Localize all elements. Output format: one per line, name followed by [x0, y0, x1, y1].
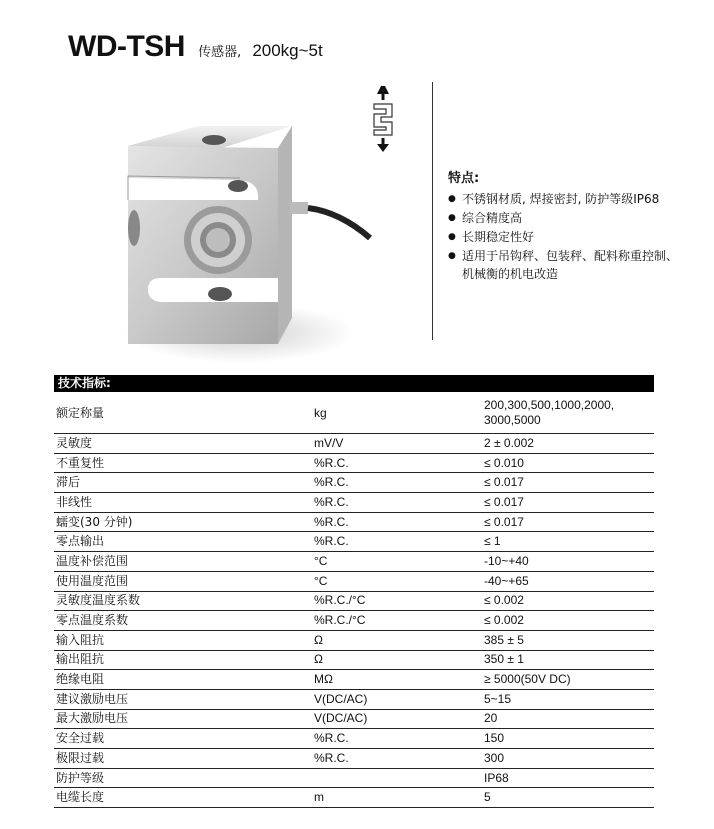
spec-unit: %R.C. — [312, 532, 482, 552]
spec-value: 350 ± 1 — [482, 650, 654, 670]
spec-unit: %R.C. — [312, 749, 482, 769]
spec-value: 20 — [482, 709, 654, 729]
spec-unit: %R.C. — [312, 729, 482, 749]
table-row — [54, 571, 654, 591]
spec-unit: °C — [312, 571, 482, 591]
spec-name: 绝缘电阻 — [54, 670, 312, 690]
spec-value: -40~+65 — [482, 571, 654, 591]
spec-unit: %R.C. — [312, 473, 482, 493]
model-name: WD-TSH — [68, 30, 185, 63]
spec-value: 200,300,500,1000,2000, 3000,5000 — [482, 393, 654, 434]
table-row — [54, 493, 654, 513]
spec-unit — [312, 768, 482, 788]
spec-name: 灵敏度温度系数 — [54, 591, 312, 611]
spec-value: ≤ 0.002 — [482, 591, 654, 611]
features-title: 特点: — [448, 171, 480, 186]
spec-unit: %R.C. — [312, 453, 482, 473]
specs-table — [54, 393, 654, 808]
feature-item: ● 长期稳定性好 — [448, 228, 678, 246]
spec-unit: °C — [312, 552, 482, 572]
table-row — [54, 670, 654, 690]
spec-name: 建议激励电压 — [54, 689, 312, 709]
spec-value: 150 — [482, 729, 654, 749]
spec-name: 使用温度范围 — [54, 571, 312, 591]
spec-value: -10~+40 — [482, 552, 654, 572]
features-list — [448, 190, 678, 283]
s-type-load-cell-photo — [120, 118, 380, 368]
spec-value: 385 ± 5 — [482, 630, 654, 650]
table-row — [54, 473, 654, 493]
features-section — [448, 170, 678, 284]
table-row — [54, 768, 654, 788]
table-row — [54, 552, 654, 572]
vertical-divider — [432, 82, 433, 340]
table-row — [54, 689, 654, 709]
spec-name: 防护等级 — [54, 768, 312, 788]
spec-name: 输出阻抗 — [54, 650, 312, 670]
table-row — [54, 434, 654, 454]
feature-item: ● 综合精度高 — [448, 209, 678, 227]
spec-unit: %R.C./°C — [312, 591, 482, 611]
spec-name: 温度补偿范围 — [54, 552, 312, 572]
spec-unit: Ω — [312, 630, 482, 650]
table-row — [54, 729, 654, 749]
spec-unit: %R.C. — [312, 512, 482, 532]
table-row — [54, 611, 654, 631]
spec-value: ≤ 0.017 — [482, 473, 654, 493]
spec-name: 额定称量 — [54, 393, 312, 434]
specs-title-bar: 技术指标: — [54, 375, 654, 392]
table-row — [54, 709, 654, 729]
spec-name: 零点输出 — [54, 532, 312, 552]
spec-unit: %R.C./°C — [312, 611, 482, 631]
spec-unit: mV/V — [312, 434, 482, 454]
spec-value: ≤ 0.002 — [482, 611, 654, 631]
table-row — [54, 512, 654, 532]
table-row — [54, 453, 654, 473]
spec-value: ≥ 5000(50V DC) — [482, 670, 654, 690]
spec-value: 2 ± 0.002 — [482, 434, 654, 454]
spec-name: 非线性 — [54, 493, 312, 513]
spec-unit: kg — [312, 393, 482, 434]
tension-compression-arrows-icon — [368, 86, 398, 152]
spec-unit: V(DC/AC) — [312, 709, 482, 729]
feature-item: ● 适用于吊钩秤、包装秤、配料称重控制、机械衡的机电改造 — [448, 247, 678, 283]
spec-name: 最大激励电压 — [54, 709, 312, 729]
table-row — [54, 650, 654, 670]
table-row — [54, 532, 654, 552]
spec-name: 安全过载 — [54, 729, 312, 749]
spec-value: ≤ 0.017 — [482, 493, 654, 513]
spec-name: 滞后 — [54, 473, 312, 493]
spec-name: 零点温度系数 — [54, 611, 312, 631]
spec-value: ≤ 0.010 — [482, 453, 654, 473]
table-row — [54, 788, 654, 808]
page-title — [68, 30, 323, 64]
spec-value: ≤ 1 — [482, 532, 654, 552]
table-row — [54, 393, 654, 434]
table-row — [54, 749, 654, 769]
spec-name: 灵敏度 — [54, 434, 312, 454]
spec-unit: V(DC/AC) — [312, 689, 482, 709]
spec-value: 300 — [482, 749, 654, 769]
product-type: 传感器, — [198, 45, 242, 60]
spec-unit: MΩ — [312, 670, 482, 690]
spec-unit: m — [312, 788, 482, 808]
spec-name: 极限过载 — [54, 749, 312, 769]
spec-name: 蠕变(30 分钟) — [54, 512, 312, 532]
spec-value: 5 — [482, 788, 654, 808]
spec-value: IP68 — [482, 768, 654, 788]
spec-unit: Ω — [312, 650, 482, 670]
spec-name: 输入阻抗 — [54, 630, 312, 650]
spec-unit: %R.C. — [312, 493, 482, 513]
feature-item: ● 不锈钢材质, 焊接密封, 防护等级IP68 — [448, 190, 678, 208]
spec-name: 不重复性 — [54, 453, 312, 473]
table-row — [54, 630, 654, 650]
spec-value: ≤ 0.017 — [482, 512, 654, 532]
capacity-range: 200kg~5t — [252, 41, 323, 60]
spec-name: 电缆长度 — [54, 788, 312, 808]
table-row — [54, 591, 654, 611]
spec-value: 5~15 — [482, 689, 654, 709]
